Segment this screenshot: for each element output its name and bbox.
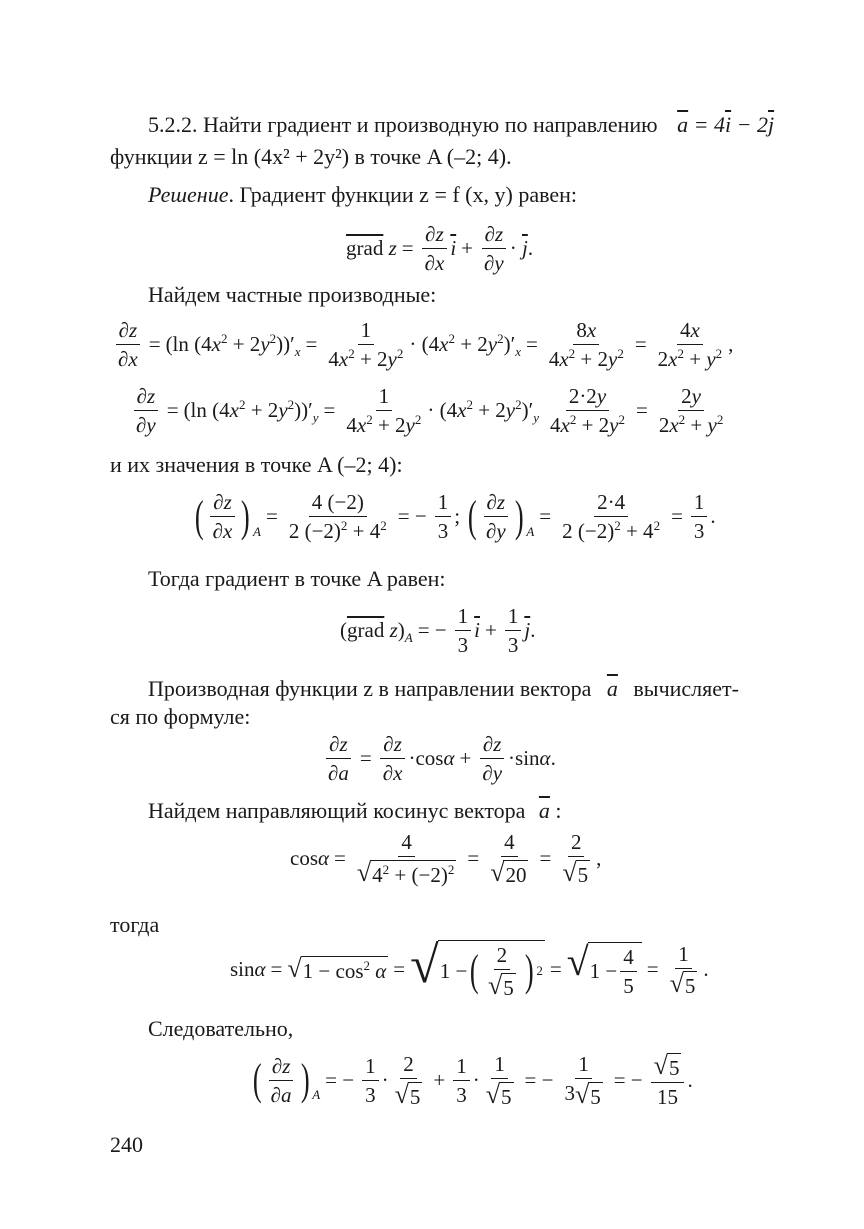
directional-text-1a: Производная функции z в направлении вектора [148,676,592,701]
gradient-formula: grad z = $\frac{\partial z}{\partial x}$ $\overline{i}$ + $\frac{\partial z}{\partial y}$ · $\overline{j}$ . [346,222,534,275]
therefore-text: Следовательно, [148,1016,294,1041]
problem-text: 5.2.2. Найти градиент и производную по направлению [148,112,658,137]
sine-formula: sinα = √ $1 - \cos^2 \alpha$ = √ 1 − ( 2 √ 5 ) 2 = √ 1 − $\frac{4}{5}$ = 1 √ 5 . [230,937,709,1000]
directional-text-1b: вычисляет- [633,676,739,701]
page-number: 240 [110,1132,143,1157]
cosine-header: Найдем направляющий косинус вектора $\overline{a}$ : [148,798,562,823]
partial-derivatives-header: Найдем частные производные: [148,282,437,307]
solution-label: Решение [148,182,229,207]
partial-values-at-A: ( $\frac{\partial z}{\partial x}$ ) A = $\frac{4 (-2)}{2 (-2)^2 + 4^2}$ = − $\frac{1}{3}$ ; ( $\frac{\partial z}{\partial y}$ ) A = $\frac{2\cdot 4}{2 (-2)^2 + 4^2}$ = $\frac{1}{3}$ . [194,490,716,543]
problem-line-1 [148,112,774,138]
cosine-formula: cosα = 4 √ $4^2 + (-2)^2$ = 4 √ 20 = 2 √ 5 , [290,830,602,887]
gradient-at-A-formula: (grad $z)_A$ = − $\frac{1}{3}$ $\overline{i}$ + $\frac{1}{3}$ $\overline{j}$ . [340,604,536,657]
partial-x-formula: $\frac{\partial z}{\partial x}$ = (ln $(4x^2 + 2y^2))'_x$ = $\frac{1}{4x^2 + 2y^2}$ · $(4x^2 + 2y^2)'_x$ = $\frac{8x}{4x^2 + 2y^2}$ = $\frac{4x}{2x^2 + y^2}$ , [112,318,733,371]
gradient-at-A-header: Тогда градиент в точке A равен: [148,566,446,591]
directional-text-1: Производная функции z в направлении вектора $\overline{a}$ вычисляет- [148,676,739,701]
problem-line-2: функции z = ln (4x² + 2y²) в точке A (–2; 4). [110,144,512,169]
cosine-header-text: Найдем направляющий косинус вектора [148,798,526,823]
solution-intro-text: . Градиент функции z = f (x, y) равен: [228,182,577,207]
partial-y-formula: $\frac{\partial z}{\partial y}$ = (ln $(4x^2 + 2y^2))'_y$ = $\frac{1}{4x^2 + 2y^2}$ · $(4x^2 + 2y^2)'_y$ $\frac{2\cdot 2y}{4x^2 + 2y^2}$ = $\frac{2y}{2x^2 + y^2}$ [130,384,729,437]
values-header: и их значения в точке A (–2; 4): [110,452,403,477]
then-text: тогда [110,912,160,937]
solution-intro [148,182,577,208]
final-result-formula: ( $\frac{\partial z}{\partial a}$ ) A = − $\frac{1}{3}$ · 2 √ 5 + $\frac{1}{3}$ · 1 √ 5 = − 1 3 √ 5 = − √ 5 15 . [252,1050,693,1109]
directional-derivative-formula: $\frac{\partial z}{\partial a}$ = $\frac{\partial z}{\partial x}$ ·cos α + $\frac{\partial z}{\partial y}$ ·sin α . [328,732,556,785]
directional-text-2: ся по формуле: [110,704,251,729]
direction-vector: $\overline{a} = 4\overline{i} - 2\overline{j}$ [677,112,775,137]
